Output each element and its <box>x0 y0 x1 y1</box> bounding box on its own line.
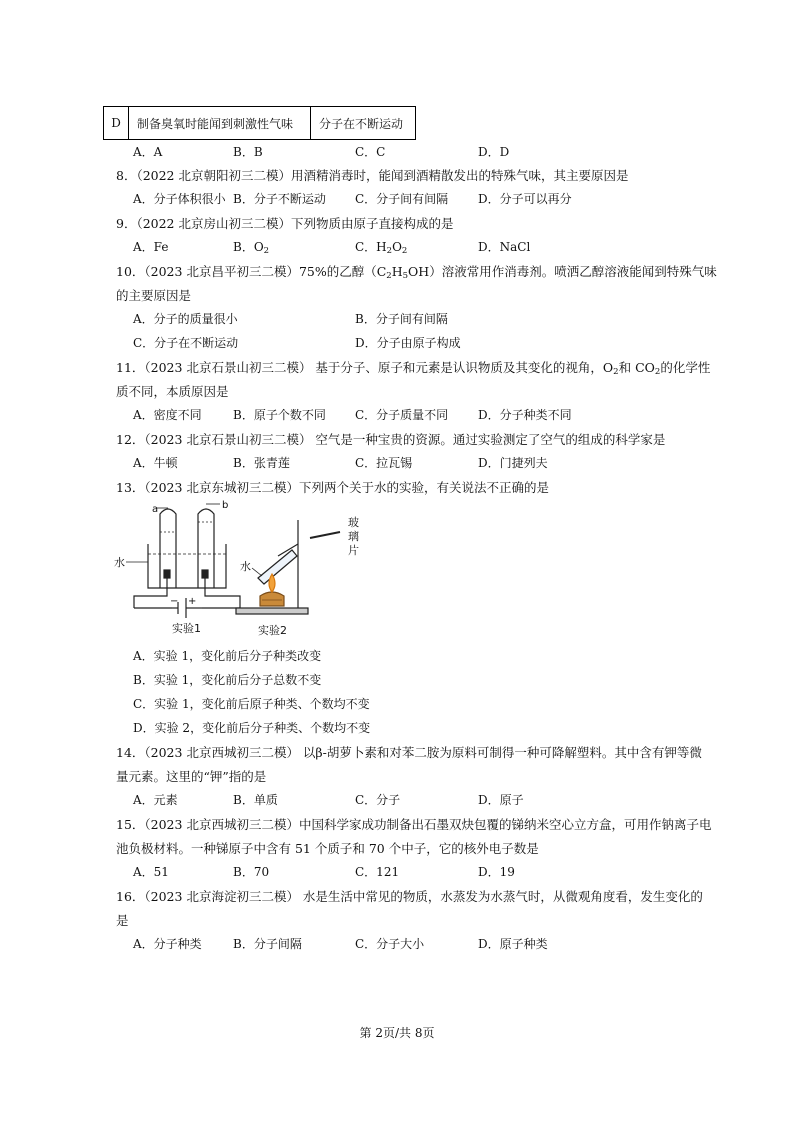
label-glass-1: 玻 <box>348 516 359 529</box>
q14-stem: 14．（2023 北京西城初三二模） 以β-胡萝卜素和对苯二胺为原料可制得一种可降解塑料。其中含有钾等微 <box>116 745 702 760</box>
q13-experiment-figure <box>112 500 382 640</box>
label-glass-3: 片 <box>348 544 359 557</box>
label-plus: + <box>188 596 197 607</box>
answer-table <box>103 106 416 140</box>
q13-option-a: A．实验 1，变化前后分子种类改变 <box>133 649 322 663</box>
label-water-2: 水 <box>240 560 251 573</box>
q10-option-a: A．分子的质量很小 <box>133 312 238 326</box>
q14-option-b: B．单质 <box>233 793 278 807</box>
q9-option-a: A．Fe <box>133 240 169 254</box>
q7-option-c: C．C <box>355 145 386 159</box>
q9-option-c: C．$H_2O_2$ <box>355 240 408 256</box>
q14-stem-line2: 量元素。这里的“钾”指的是 <box>116 769 267 784</box>
q15-option-d: D．19 <box>478 865 515 879</box>
q16-option-b: B．分子间隔 <box>233 937 302 951</box>
label-glass-2: 璃 <box>348 530 359 543</box>
label-minus: − <box>170 596 179 607</box>
q11-option-c: C．分子质量不同 <box>355 408 449 422</box>
q8-stem: 8．（2022 北京朝阳初三二模）用酒精消毒时，能闻到酒精散发出的特殊气味，其主要原因是 <box>116 168 629 183</box>
q15-stem-line2: 池负极材料。一种锑原子中含有 51 个质子和 70 个中子，它的核外电子数是 <box>116 841 539 856</box>
q12-stem: 12．（2023 北京石景山初三二模） 空气是一种宝贵的资源。通过实验测定了空气的组成的科学家是 <box>116 432 666 447</box>
table-row <box>104 107 416 140</box>
q10-option-b: B．分子间有间隔 <box>355 312 448 326</box>
q8-option-c: C．分子间有间隔 <box>355 192 449 206</box>
table-cell-phenomenon: 制备臭氧时能闻到刺激性气味 <box>129 107 311 140</box>
q8-option-a: A．分子体积很小 <box>133 192 226 206</box>
q16-stem-line2: 是 <box>116 913 129 928</box>
label-experiment-1: 实验1 <box>172 622 201 635</box>
q7-option-d: D．D <box>478 145 510 159</box>
q13-option-b: B．实验 1，变化前后分子总数不变 <box>133 673 322 687</box>
q10-stem-line2: 的主要原因是 <box>116 288 192 303</box>
q7-option-a: A．A <box>133 145 163 159</box>
q8-option-b: B．分子不断运动 <box>233 192 326 206</box>
q13-stem: 13．（2023 北京东城初三二模）下列两个关于水的实验，有关说法不正确的是 <box>116 480 549 495</box>
q14-option-d: D．原子 <box>478 793 524 807</box>
q16-option-d: D．原子种类 <box>478 937 548 951</box>
q15-option-a: A．51 <box>133 865 169 879</box>
q10-stem: 10．（2023 北京昌平初三二模）75%的乙醇$(C_2H_5OH)$溶液常用作消毒剂。喷洒乙醇溶液能闻到特殊气味 <box>116 264 717 281</box>
q16-option-c: C．分子大小 <box>355 937 425 951</box>
q12-option-b: B．张青莲 <box>233 456 290 470</box>
label-experiment-2: 实验2 <box>258 624 287 637</box>
q9-option-d: D．NaCl <box>478 240 531 254</box>
label-b: b <box>222 500 229 511</box>
label-water-1: 水 <box>114 556 125 569</box>
page-footer: 第 2页/共 8页 <box>359 1026 435 1040</box>
table-cell-letter: D <box>104 107 129 140</box>
label-a: a <box>152 504 159 515</box>
q12-option-a: A．牛顿 <box>133 456 178 470</box>
q14-option-a: A．元素 <box>133 793 178 807</box>
q9-option-b: B．$O_2$ <box>233 240 270 256</box>
experiment2-heating-apparatus <box>236 520 340 614</box>
q10-option-d: D．分子由原子构成 <box>355 336 461 350</box>
q10-option-c: C．分子在不断运动 <box>133 336 239 350</box>
q15-option-b: B．70 <box>233 865 270 879</box>
q11-stem: 11．（2023 北京石景山初三二模） 基于分子、原子和元素是认识物质及其变化的视角，$O_2$和 $CO_2$的化学性 <box>116 360 711 377</box>
q15-stem: 15．（2023 北京西城初三二模）中国科学家成功制备出石墨双炔包覆的锑纳米空心立方盒，可用作钠离子电 <box>116 817 712 832</box>
q15-option-c: C．121 <box>355 865 400 879</box>
q14-option-c: C．分子 <box>355 793 401 807</box>
q12-option-c: C．拉瓦锡 <box>355 456 413 470</box>
q11-option-a: A．密度不同 <box>133 408 202 422</box>
table-cell-explanation: 分子在不断运动 <box>311 107 416 140</box>
q12-option-d: D．门捷列夫 <box>478 456 548 470</box>
q13-option-d: D．实验 2，变化前后分子种类、个数均不变 <box>133 721 371 735</box>
q11-option-d: D．分子种类不同 <box>478 408 572 422</box>
q16-option-a: A．分子种类 <box>133 937 202 951</box>
q11-stem-line2: 质不同，本质原因是 <box>116 384 229 399</box>
experiment1-electrolysis-apparatus <box>126 504 240 618</box>
q13-option-c: C．实验 1，变化前后原子种类、个数均不变 <box>133 697 370 711</box>
q11-option-b: B．原子个数不同 <box>233 408 326 422</box>
q16-stem: 16．（2023 北京海淀初三二模） 水是生活中常见的物质，水蒸发为水蒸气时，从微观角度看，发生变化的 <box>116 889 703 904</box>
q9-stem: 9．（2022 北京房山初三二模）下列物质由原子直接构成的是 <box>116 216 454 231</box>
q8-option-d: D．分子可以再分 <box>478 192 572 206</box>
q7-option-b: B．B <box>233 145 263 159</box>
